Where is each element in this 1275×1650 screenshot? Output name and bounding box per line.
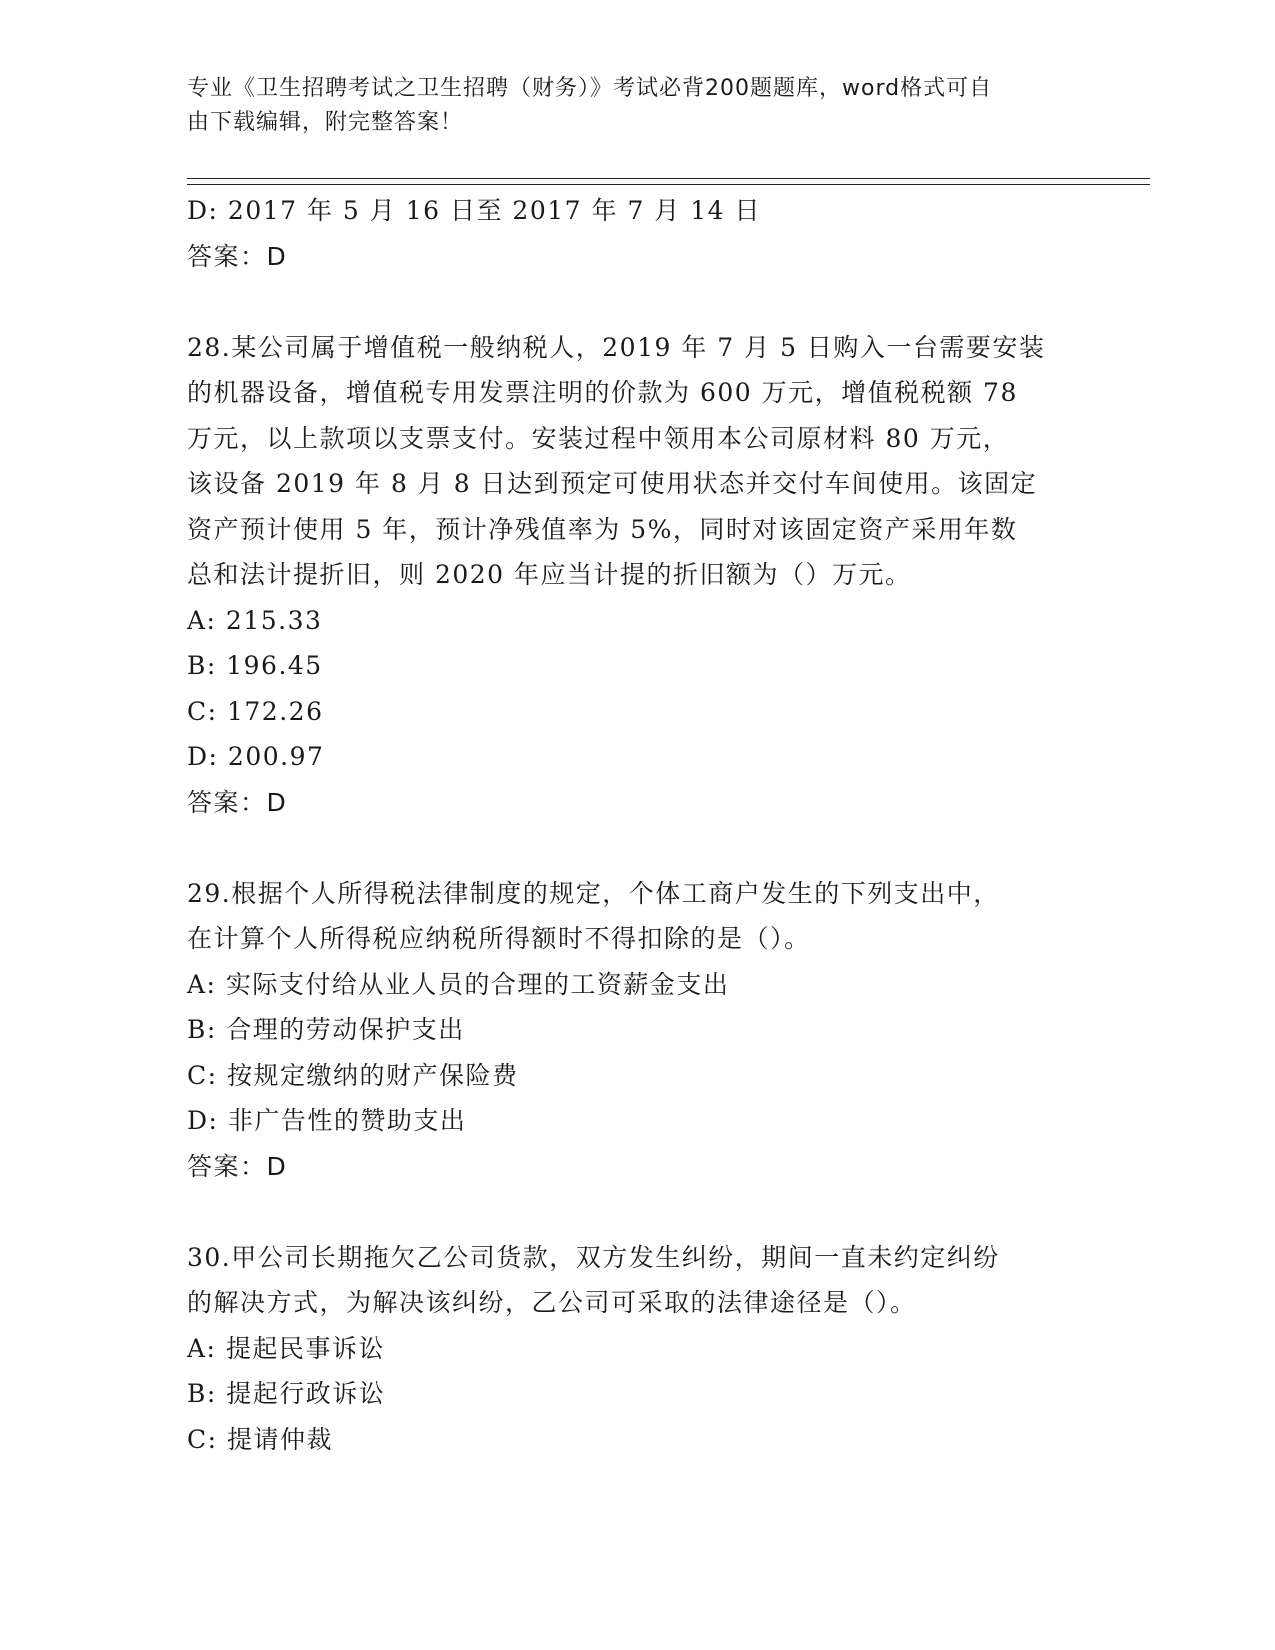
spacer xyxy=(187,825,1087,871)
question-27-tail xyxy=(187,188,1087,279)
question-text-line: 28.某公司属于增值税一般纳税人，2019 年 7 月 5 日购入一台需要安装 xyxy=(187,332,1046,362)
question-text-line: 的解决方式，为解决该纠纷，乙公司可采取的法律途径是（）。 xyxy=(187,1288,917,1317)
option-c: C: 提请仲裁 xyxy=(187,1424,333,1454)
answer-line: 答案：D xyxy=(187,787,288,817)
option-d: D: 2017 年 5 月 16 日至 2017 年 7 月 14 日 xyxy=(187,196,762,225)
option-a: A: 实际支付给从业人员的合理的工资薪金支出 xyxy=(187,969,730,999)
question-text-line: 总和法计提折旧，则 2020 年应当计提的折旧额为（）万元。 xyxy=(187,560,912,589)
question-text-line: 30.甲公司长期拖欠乙公司货款，双方发生纠纷，期间一直未约定纠纷 xyxy=(187,1242,1000,1272)
question-text-line: 在计算个人所得税应纳税所得额时不得扣除的是（）。 xyxy=(187,924,811,953)
option-c: C: 按规定缴纳的财产保险费 xyxy=(187,1060,519,1090)
question-text-line: 29.根据个人所得税法律制度的规定，个体工商户发生的下列支出中， xyxy=(187,878,1000,908)
option-c: C: 172.26 xyxy=(187,696,324,726)
option-a: A: 提起民事诉讼 xyxy=(187,1333,385,1363)
document-body xyxy=(187,188,1087,1462)
document-header xyxy=(187,72,1087,140)
question-text-line: 的机器设备，增值税专用发票注明的价款为 600 万元，增值税税额 78 xyxy=(187,378,1018,407)
header-divider xyxy=(187,178,1150,179)
option-b: B: 合理的劳动保护支出 xyxy=(187,1015,465,1044)
header-line-1: 专业《卫生招聘考试之卫生招聘（财务）》考试必背200题题库，word格式可自 xyxy=(187,76,993,101)
spacer xyxy=(187,1189,1087,1235)
option-d: D: 非广告性的赞助支出 xyxy=(187,1106,467,1135)
question-28 xyxy=(187,325,1087,826)
header-line-2: 由下载编辑，附完整答案！ xyxy=(187,110,464,135)
spacer xyxy=(187,279,1087,325)
option-b: B: 提起行政诉讼 xyxy=(187,1379,386,1408)
question-29 xyxy=(187,871,1087,1190)
option-a: A: 215.33 xyxy=(187,605,323,635)
question-30 xyxy=(187,1235,1087,1463)
option-b: B: 196.45 xyxy=(187,651,323,680)
answer-line: 答案：D xyxy=(187,1151,288,1181)
question-text-line: 该设备 2019 年 8 月 8 日达到预定可使用状态并交付车间使用。该固定 xyxy=(187,469,1038,498)
option-d: D: 200.97 xyxy=(187,742,325,771)
question-text-line: 万元，以上款项以支票支付。安装过程中领用本公司原材料 80 万元， xyxy=(187,423,1010,453)
header-divider xyxy=(187,184,1150,185)
question-text-line: 资产预计使用 5 年，预计净残值率为 5%，同时对该固定资产采用年数 xyxy=(187,514,1018,544)
answer-line: 答案：D xyxy=(187,241,288,271)
